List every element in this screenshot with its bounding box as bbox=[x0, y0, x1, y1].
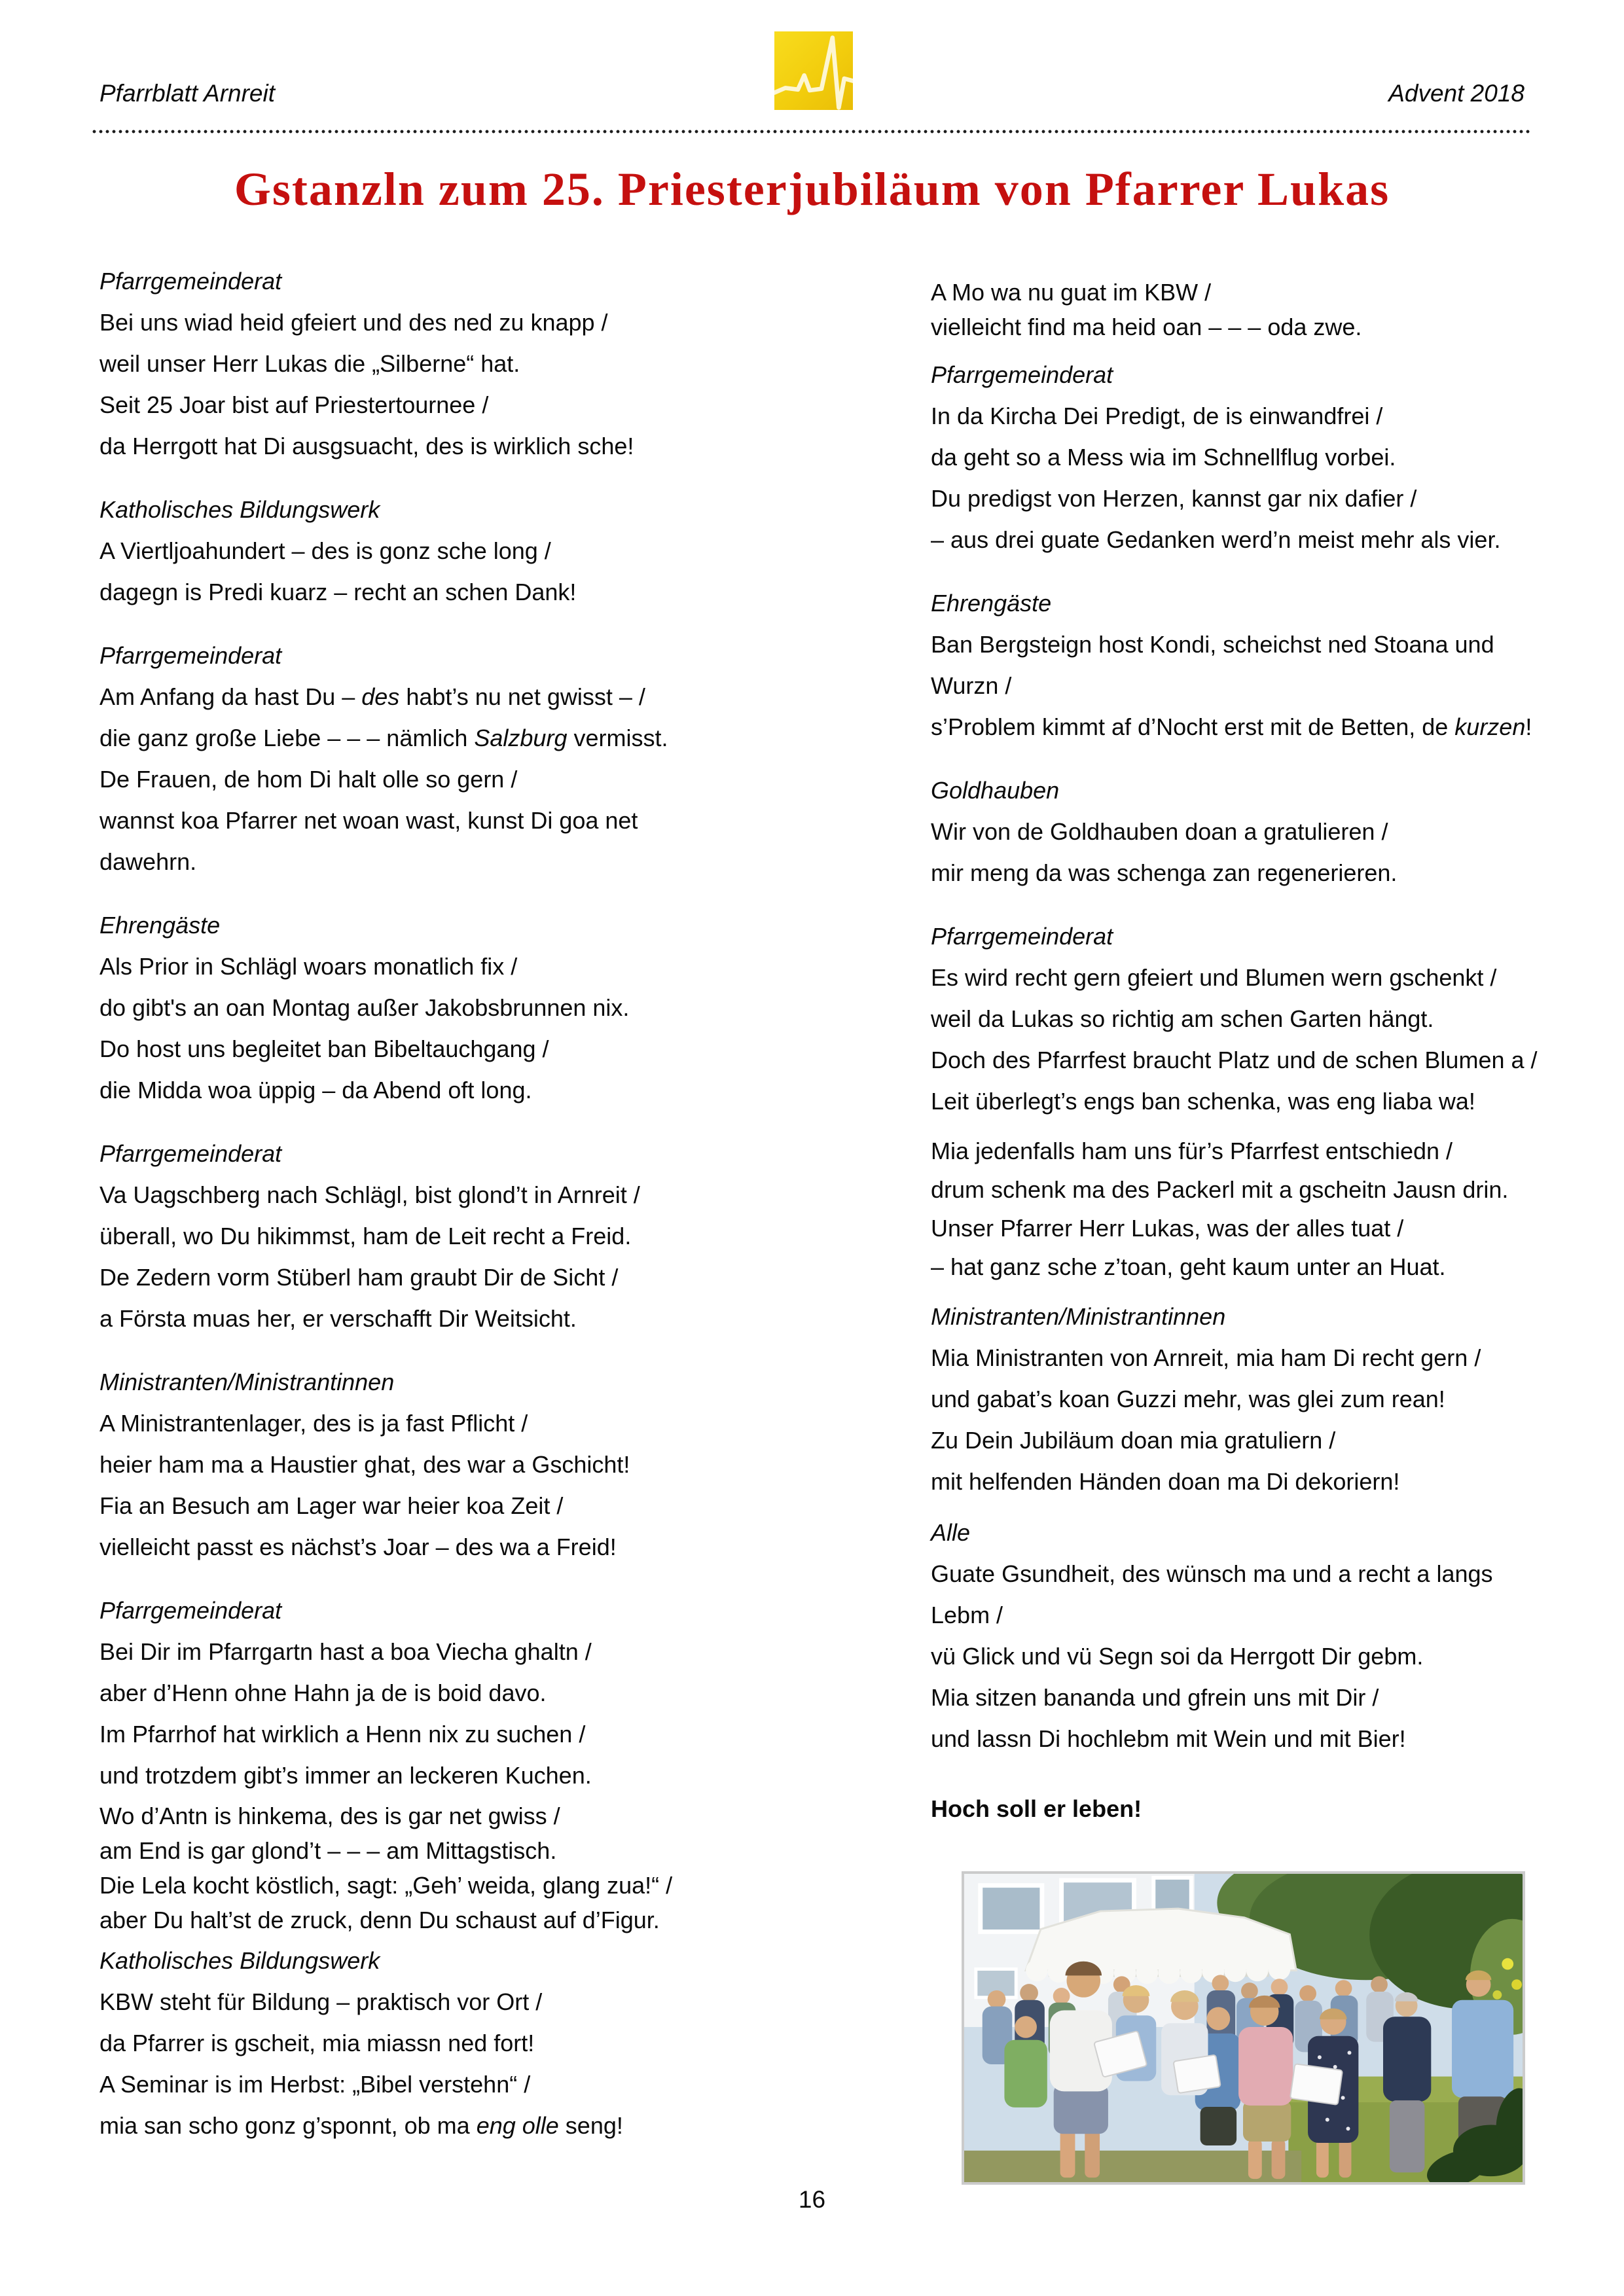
verse-heading: Ehrengäste bbox=[99, 912, 221, 939]
verse-line: mit helfenden Händen doan ma Di dekoriern! bbox=[931, 1468, 1400, 1495]
verse-block bbox=[931, 275, 1624, 344]
verse-block bbox=[931, 583, 1624, 747]
verse-line: A Ministrantenlager, des is ja fast Pflicht / bbox=[99, 1410, 528, 1437]
verse-line: A Seminar is im Herbst: „Bibel verstehn“ / bbox=[99, 2071, 531, 2098]
verse-line: KBW steht für Bildung – praktisch vor Ort / bbox=[99, 1988, 543, 2015]
verse-line: Leit überlegt’s engs ban schenka, was eng liaba wa! bbox=[931, 1088, 1475, 1115]
verse-line: Die Lela kocht köstlich, sagt: „Geh’ weida, glang zua!“ / bbox=[99, 1872, 673, 1899]
verse-line: Hoch soll er leben! bbox=[931, 1795, 1142, 1822]
verse-line: – aus drei guate Gedanken werd’n meist mehr als vier. bbox=[931, 526, 1501, 553]
verse-line: Es wird recht gern gfeiert und Blumen wern gschenkt / bbox=[931, 964, 1497, 991]
verse-block bbox=[99, 1133, 852, 1339]
verse-line: A Viertljoahundert – des is gonz sche long / bbox=[99, 537, 551, 564]
verse-line: Unser Pfarrer Herr Lukas, was der alles tuat / bbox=[931, 1215, 1404, 1242]
verse-block bbox=[99, 489, 852, 613]
page-title: Gstanzln zum 25. Priesterjubiläum von Pfarrer Lukas bbox=[234, 163, 1390, 215]
page-number: 16 bbox=[798, 2186, 826, 2213]
verse-line: Wir von de Goldhauben doan a gratulieren / bbox=[931, 818, 1388, 845]
verse-line: die ganz große Liebe – – – nämlich Salzburg vermisst. bbox=[99, 725, 668, 751]
verse-block bbox=[931, 770, 1624, 893]
verse-line: Mia Ministranten von Arnreit, mia ham Di recht gern / bbox=[931, 1344, 1481, 1371]
verse-line: Am Anfang da hast Du – des habt’s nu net gwisst – / bbox=[99, 683, 645, 710]
verse-block bbox=[931, 1512, 1624, 1759]
verse-line: Wo d’Antn is hinkema, des is gar net gwiss / bbox=[99, 1803, 560, 1829]
verse-line: am End is gar glond’t – – – am Mittagstisch. bbox=[99, 1837, 557, 1864]
verse-line: Mia sitzen bananda und gfrein uns mit Dir / bbox=[931, 1684, 1379, 1711]
verse-line: Doch des Pfarrfest braucht Platz und de schen Blumen a / bbox=[931, 1047, 1538, 1073]
verse-line: und trotzdem gibt’s immer an leckeren Kuchen. bbox=[99, 1762, 592, 1789]
verse-block bbox=[931, 1296, 1624, 1502]
closing-line bbox=[931, 1788, 1624, 1829]
ekg-heartbeat-icon bbox=[774, 31, 853, 110]
verse-line: a Första muas her, er verschafft Dir Weitsicht. bbox=[99, 1305, 577, 1332]
verse-heading: Ministranten/Ministrantinnen bbox=[931, 1303, 1226, 1330]
verse-block bbox=[99, 905, 852, 1111]
verse-heading: Katholisches Bildungswerk bbox=[99, 496, 380, 523]
verse-line: mir meng da was schenga zan regenerieren. bbox=[931, 859, 1398, 886]
verse-line: Zu Dein Jubiläum doan mia gratuliern / bbox=[931, 1427, 1336, 1454]
verse-line: A Mo wa nu guat im KBW / bbox=[931, 279, 1212, 306]
verse-line: mia san scho gonz g’sponnt, ob ma eng olle seng! bbox=[99, 2112, 623, 2139]
column-left bbox=[99, 260, 852, 2168]
verse-line: De Frauen, de hom Di halt olle so gern / bbox=[99, 766, 518, 793]
verse-heading: Pfarrgemeinderat bbox=[99, 642, 282, 669]
verse-line: und gabat’s koan Guzzi mehr, was glei zum rean! bbox=[931, 1386, 1445, 1412]
verse-heading: Pfarrgemeinderat bbox=[99, 1140, 282, 1167]
verse-line: vü Glick und vü Segn soi da Herrgott Dir gebm. bbox=[931, 1643, 1424, 1670]
verse-block bbox=[931, 354, 1624, 560]
verse-line: da Pfarrer is gscheit, mia miassn ned fort! bbox=[99, 2030, 535, 2056]
verse-line: Du predigst von Herzen, kannst gar nix dafier / bbox=[931, 485, 1417, 512]
verse-heading: Goldhauben bbox=[931, 777, 1060, 804]
verse-line: dagegn is Predi kuarz – recht an schen Dank! bbox=[99, 579, 577, 605]
verse-block bbox=[99, 1940, 852, 2146]
verse-line: Im Pfarrhof hat wirklich a Henn nix zu suchen / bbox=[99, 1721, 586, 1748]
verse-line: Va Uagschberg nach Schlägl, bist glond’t in Arnreit / bbox=[99, 1181, 640, 1208]
verse-line: da Herrgott hat Di ausgsuacht, des is wirklich sche! bbox=[99, 433, 634, 459]
verse-block bbox=[99, 635, 852, 882]
verse-line: vielleicht find ma heid oan – – – oda zwe. bbox=[931, 314, 1362, 340]
verse-line: überall, wo Du hikimmst, ham de Leit recht a Freid. bbox=[99, 1223, 632, 1249]
verse-heading: Pfarrgemeinderat bbox=[931, 923, 1113, 950]
verse-heading: Pfarrgemeinderat bbox=[99, 1597, 282, 1624]
verse-heading: Pfarrgemeinderat bbox=[99, 268, 282, 295]
verse-heading: Alle bbox=[931, 1519, 971, 1546]
verse-line: In da Kircha Dei Predigt, de is einwandfrei / bbox=[931, 403, 1383, 429]
verse-block bbox=[931, 916, 1624, 1122]
verse-line: die Midda woa üppig – da Abend oft long. bbox=[99, 1077, 532, 1103]
column-right bbox=[931, 260, 1624, 1852]
verse-line: De Zedern vorm Stüberl ham graubt Dir de Sicht / bbox=[99, 1264, 619, 1291]
verse-line: Fia an Besuch am Lager war heier koa Zeit / bbox=[99, 1492, 564, 1519]
verse-line: do gibt's an oan Montag außer Jakobsbrunnen nix. bbox=[99, 994, 630, 1021]
verse-line: drum schenk ma des Packerl mit a gscheitn Jausn drin. bbox=[931, 1176, 1509, 1203]
verse-line: Bei Dir im Pfarrgartn hast a boa Viecha ghaltn / bbox=[99, 1638, 592, 1665]
verse-line: Do host uns begleitet ban Bibeltauchgang / bbox=[99, 1035, 549, 1062]
verse-line: da geht so a Mess wia im Schnellflug vorbei. bbox=[931, 444, 1396, 471]
verse-heading: Katholisches Bildungswerk bbox=[99, 1947, 380, 1974]
verse-line: s’Problem kimmt af d’Nocht erst mit de Betten, de kurzen! bbox=[931, 713, 1532, 740]
verse-line: Bei uns wiad heid gfeiert und des ned zu knapp / bbox=[99, 309, 608, 336]
verse-heading: Ministranten/Ministrantinnen bbox=[99, 1369, 395, 1395]
verse-block bbox=[931, 1132, 1624, 1286]
verse-line: Wurzn / bbox=[931, 672, 1012, 699]
verse-line: vielleicht passt es nächst’s Joar – des wa a Freid! bbox=[99, 1534, 617, 1560]
verse-line: wannst koa Pfarrer net woan wast, kunst Di goa net bbox=[99, 807, 638, 834]
verse-line: Guate Gsundheit, des wünsch ma und a recht a langs bbox=[931, 1560, 1493, 1587]
verse-line: dawehrn. bbox=[99, 848, 197, 875]
verse-heading: Pfarrgemeinderat bbox=[931, 361, 1113, 388]
verse-heading: Ehrengäste bbox=[931, 590, 1052, 617]
verse-block bbox=[99, 1799, 852, 1937]
verse-block bbox=[99, 260, 852, 467]
verse-line: aber Du halt’st de zruck, denn Du schaust auf d’Figur. bbox=[99, 1907, 660, 1933]
verse-line: und lassn Di hochlebm mit Wein und mit Bier! bbox=[931, 1725, 1406, 1752]
publication-title: Pfarrblatt Arnreit bbox=[99, 80, 275, 107]
verse-line: aber d’Henn ohne Hahn ja de is boid davo. bbox=[99, 1679, 547, 1706]
verse-line: Lebm / bbox=[931, 1602, 1003, 1628]
verse-line: weil da Lukas so richtig am schen Garten hängt. bbox=[931, 1005, 1434, 1032]
dotted-divider bbox=[92, 128, 1532, 135]
verse-line: Seit 25 Joar bist auf Priestertournee / bbox=[99, 391, 489, 418]
issue-label: Advent 2018 bbox=[1388, 80, 1525, 107]
verse-line: Ban Bergsteign host Kondi, scheichst ned Stoana und bbox=[931, 631, 1494, 658]
verse-line: Als Prior in Schlägl woars monatlich fix / bbox=[99, 953, 518, 980]
verse-block bbox=[99, 1361, 852, 1568]
verse-line: – hat ganz sche z’toan, geht kaum unter an Huat. bbox=[931, 1253, 1446, 1280]
verse-line: weil unser Herr Lukas die „Silberne“ hat. bbox=[99, 350, 520, 377]
verse-line: heier ham ma a Haustier ghat, des war a Gschicht! bbox=[99, 1451, 630, 1478]
photo bbox=[962, 1871, 1525, 2185]
verse-block bbox=[99, 1590, 852, 1796]
verse-line: Mia jedenfalls ham uns für’s Pfarrfest entschiedn / bbox=[931, 1138, 1453, 1164]
